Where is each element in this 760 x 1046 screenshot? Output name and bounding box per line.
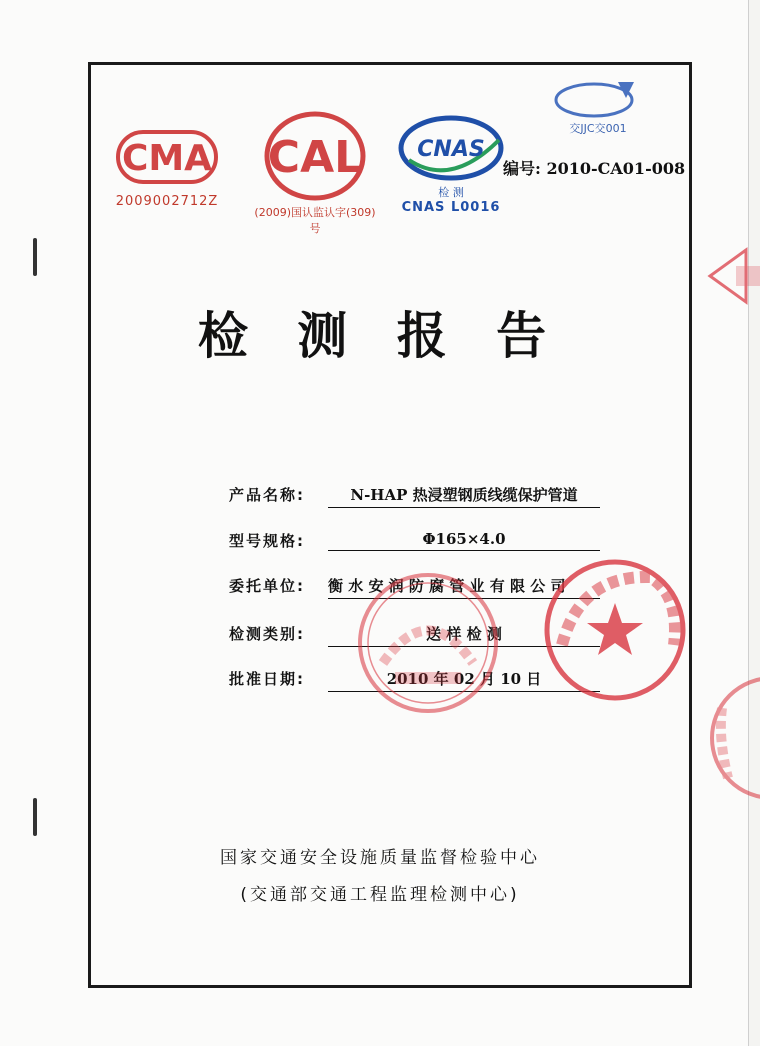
field-label: 产品名称: xyxy=(229,486,305,504)
edge-warning-mark xyxy=(706,246,760,306)
cal-code: (2009)国认监认字(309)号 xyxy=(254,206,376,235)
report-title: 检 测 报 告 xyxy=(197,307,563,365)
binding-staple xyxy=(33,798,37,836)
field-label: 委托单位: xyxy=(229,577,305,595)
field-label: 型号规格: xyxy=(229,532,305,550)
jc-code: 交JJC交001 xyxy=(569,122,627,135)
field-value: N-HAP 热浸塑钢质线缆保护管道 xyxy=(328,484,600,508)
jc-logo xyxy=(548,78,648,144)
cnas-logo xyxy=(395,110,507,220)
issuer-name: 国家交通安全设施质量监督检验中心 xyxy=(220,848,540,868)
cnas-mark: CNAS xyxy=(417,137,485,162)
field-value: 2010 年 02 月 10 日 xyxy=(328,668,600,692)
field-label: 检测类别: xyxy=(229,625,305,643)
issuer-subtitle: (交通部交通工程监理检测中心) xyxy=(240,885,520,905)
cma-logo xyxy=(112,118,222,218)
cal-mark: CAL xyxy=(267,132,363,183)
cnas-sub: 检 测 xyxy=(438,186,464,199)
cma-code: 2009002712Z xyxy=(115,194,219,209)
binding-staple xyxy=(33,238,37,276)
field-value: Φ165×4.0 xyxy=(328,530,600,551)
field-value: 送 样 检 测 xyxy=(328,623,600,647)
cma-mark: CMA xyxy=(121,138,213,179)
cal-logo xyxy=(250,110,380,235)
cnas-code: CNAS L0016 xyxy=(401,200,501,215)
field-label: 批准日期: xyxy=(229,670,305,688)
field-value: 衡 水 安 润 防 腐 管 业 有 限 公 司 xyxy=(328,575,600,599)
report-number: 编号: 2010-CA01-008 xyxy=(503,159,686,178)
